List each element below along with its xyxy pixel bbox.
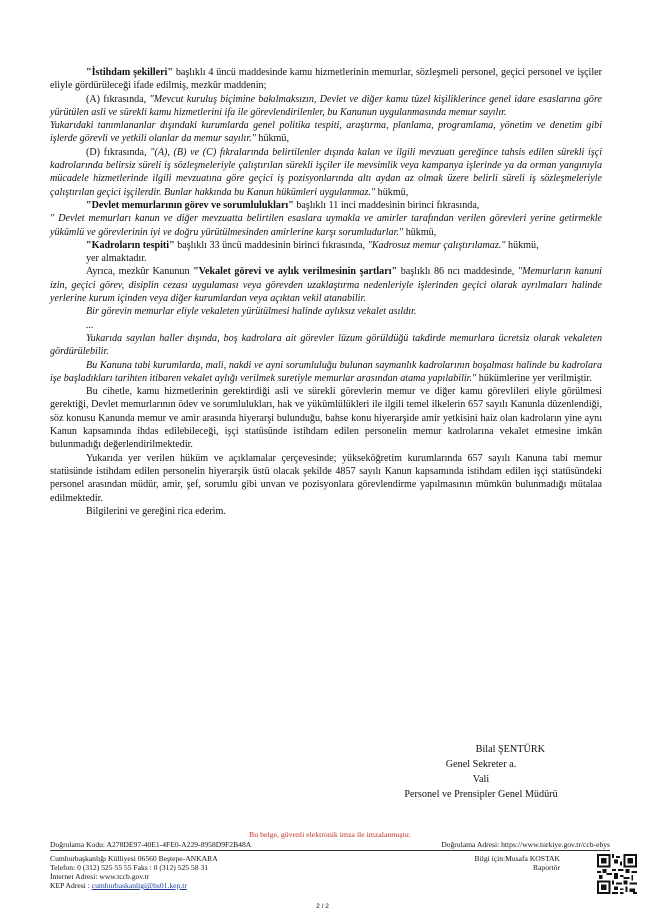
paragraph-1: [50, 66, 602, 93]
heading-kadro: "Kadroların tespiti": [86, 239, 175, 251]
web-address[interactable]: İnternet Adresi: www.tccb.gov.tr: [50, 872, 150, 881]
kep-address: [50, 881, 218, 890]
paragraph-7: [50, 239, 602, 252]
contact-info: [50, 854, 610, 890]
paragraph-16: Bilgilerini ve gereğini rica ederim.: [86, 505, 226, 517]
paragraph-14: Bu cihetle, kamu hizmetlerinin gerektirdiği asli ve sürekli görevlerin memur ve diğer kamu görevlileri eliyle görülmesi gerektiği, Devlet memurlarının ödev ve sorumlulukları, hak ve yükümlülükleri ile ilgili temel ilkelerin 657 sayılı Kanunla düzenlendiği, söz konusu Kanunda memur ve amir arasında hiyerarşi bulunduğu, bahse konu hiyerarşide amir yetkisini haiz olan kadroların yine aynı Kanun kapsamında ihdas edilebileceği, işçi statüsünde istihdam edilen personelin memur kadrolarına vekalet etmesine imkân bulunmadığı değerlendirilmektedir.: [50, 386, 602, 451]
e-signature-notice: Bu belge, güvenli elektronik imza ile imzalanmıştır.: [249, 830, 411, 839]
paragraph-text: başlıklı 4 üncü maddesinde kamu hizmetlerinin memurlar, sözleşmeli personel, geçici personel ve işçiler eliyle gördürüleceği ifade edilmiş, mezkûr maddenin;: [50, 67, 602, 92]
signature-block: [361, 742, 601, 802]
verification-line: [50, 840, 610, 851]
signer-name: Bilal ŞENTÜRK: [475, 744, 545, 755]
paragraph-4: [50, 146, 602, 199]
paragraph-text: hükmü,: [375, 186, 409, 198]
paragraph-15: Yukarıda yer verilen hüküm ve açıklamalar çerçevesinde; yükseköğretim kurumlarında 657 sayılı Kanuna tabi memur statüsünde istihdam edilen personelin hiyerarşik üstü olacak şekilde 4857 sayılı Kanun kapsamında istihdam edilen işçi statüsündeki personel arasından müdür, amir, şef, sorumlu gibi unvan ve pozisyonlara görevlendirme yapılmasının mümkün bulunmadığı mütalaa edilmektedir.: [50, 452, 602, 504]
paragraph-text: başlıklı 86 ncı maddesinde,: [397, 266, 518, 278]
paragraph-text: hükmü,: [505, 239, 539, 251]
signer-title-2: Vali: [472, 774, 490, 785]
phone-fax: Telefon: 0 (312) 525 55 55 Faks : 0 (312) 525 58 31: [50, 863, 209, 872]
quote-text: " Devlet memurları kanun ve diğer mevzuatta belirtilen esaslara uymakla ve amirler tarafından verilen görevleri yerine getirmekle yükümlü ve görevlerinin iyi ve doğru yürütülmesinden amirlerine karşı sorumludurlar.": [50, 213, 602, 238]
paragraph-10: Bir görevin memurlar eliyle vekaleten yürütülmesi halinde aylıksız vekalet asıldır.: [86, 306, 417, 318]
heading-vekalet: "Vekalet görevi ve aylık verilmesinin şartları": [193, 266, 398, 278]
verification-address[interactable]: Doğrulama Adresi: https://www.turkiye.gov.tr/ccb-ebys: [441, 840, 610, 849]
document-footer: [50, 830, 610, 890]
postal-address: Cumhurbaşkanlığı Külliyesi 06560 Beştepe-ANKARA: [50, 854, 218, 863]
heading-gorev: "Devlet memurlarının görev ve sorumlulukları": [86, 199, 294, 211]
paragraph-5: [50, 199, 602, 212]
contact-left: [50, 854, 218, 890]
quote-text: "(A), (B) ve (C) fıkralarında belirtilenler dışında kalan ve ilgili mevzuatı gereğince tahsis edilen sürekli işçi kadrolarında belirsiz süreli iş sözleşmeleriyle çalıştırılan sürekli işçiler ile mevsimlik veya kampanya işlerinde ya da orman yangınıyla mücadele hizmetlerinde ilgili mevzuatına göre geçici iş pozisyonlarında altı aydan az olmak üzere belirli süreli iş sözleşmeleriyle çalıştırılan geçici işçilerdir. Bunlar hakkında bu Kanun hükümleri uygulanmaz.": [50, 146, 602, 198]
paragraph-text: hükümlerine yer verilmiştir.: [476, 372, 592, 384]
qr-code-icon: [597, 854, 637, 894]
paragraph-13: [50, 359, 602, 386]
letter-body: [50, 66, 602, 518]
quote-text: Yukarıdaki tanımlananlar dışındaki kurumlarda genel politika tespiti, araştırma, planlama, programlama, yönetim ve denetim gibi işlerde görevli ve yetkili olanlar da memur sayılır.": [50, 120, 602, 145]
paragraph-text: hükmü,: [255, 133, 289, 145]
kep-label: KEP Adresi :: [50, 881, 92, 890]
quote-text: Bu Kanuna tabi kurumlarda, mali, nakdi ve ayni sorumluluğu bulunan saymanlık kadrolarının boşalması halinde bu kadrolara işe başladıkları tarihten itibaren vekalet aylığı verilmek suretiyle memurlar arasından atama yapılabilir.": [50, 359, 602, 384]
quote-text: "Mevcut kuruluş biçimine bakılmaksızın, Devlet ve diğer kamu tüzel kişiliklerince genel idare esaslarına göre yürütülen asli ve sürekli kamu hizmetlerini ifa ile görevlendirilenler, bu Kanunun uygulanmasında memur sayılır.: [50, 93, 602, 118]
quote-text: "Kadrosuz memur çalıştırılamaz.": [367, 239, 506, 251]
signer-title-1: Genel Sekreter a.: [445, 759, 517, 770]
kep-link[interactable]: cumhurbaskanligi@hs01.kep.tr: [91, 881, 187, 890]
paragraph-text: (D) fıkrasında,: [86, 146, 151, 158]
paragraph-text: Ayrıca, mezkûr Kanunun: [86, 266, 194, 278]
signer-title-3: Personel ve Prensipler Genel Müdürü: [404, 789, 558, 800]
contact-role: Raportör: [533, 863, 560, 872]
paragraph-8: yer almaktadır.: [86, 253, 147, 265]
paragraph-2: [50, 93, 602, 120]
paragraph-11: ...: [86, 319, 94, 331]
verification-code: Doğrulama Kodu: A278DE97-40E1-4FE0-A229-8958D9F2B48A: [50, 840, 252, 849]
paragraph-12: Yukarıda sayılan haller dışında, boş kadrolara ait görevler lüzum görüldüğü takdirde memurlara ücretsiz olarak vekaleten gördürülebilir.: [50, 332, 602, 358]
contact-right: [475, 854, 560, 890]
paragraph-3: [50, 119, 602, 146]
paragraph-text: başlıklı 33 üncü maddesinin birinci fıkrasında,: [174, 239, 368, 251]
page-number: 2 / 2: [316, 903, 329, 910]
paragraph-9: [50, 265, 602, 305]
heading-istihdam: "İstihdam şekilleri": [86, 67, 173, 78]
paragraph-text: hükmü,: [403, 226, 437, 238]
paragraph-text: (A) fıkrasında,: [86, 93, 150, 105]
paragraph-text: başlıklı 11 inci maddesinin birinci fıkrasında,: [293, 199, 480, 211]
paragraph-6: [50, 212, 602, 239]
quote-text: "Memurların kanuni izin, geçici görev, disiplin cezası uygulaması veya görevden uzaklaştırma nedenleriyle işlerinden geçici olarak ayrılmaları halinde yerlerine kurum içinden veya diğer kurumlardan veya açıktan vekil atanabilir.: [50, 266, 602, 305]
info-contact: Bilgi için:Musafa KOSTAK: [474, 854, 560, 863]
